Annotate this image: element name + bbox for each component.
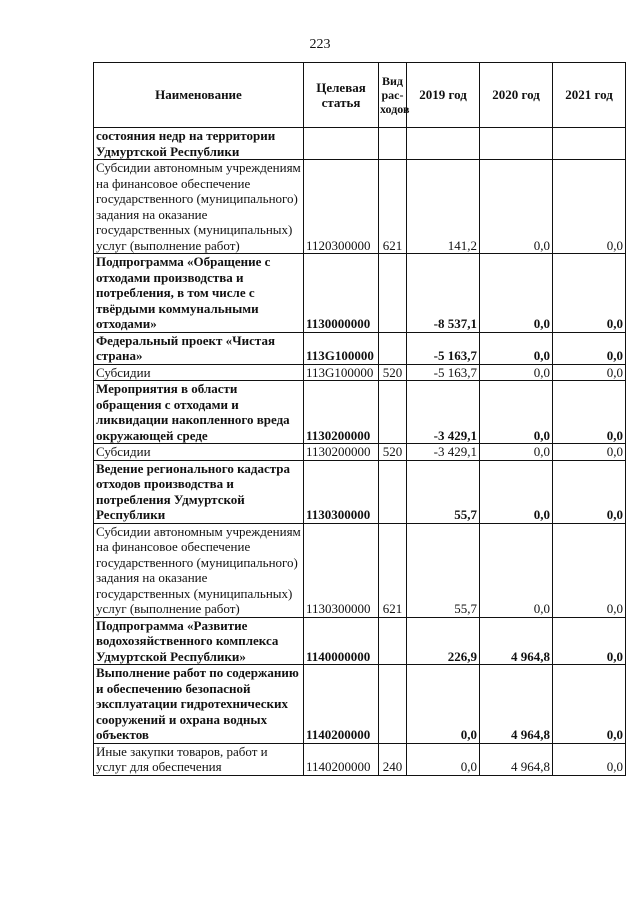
table-row — [94, 364, 626, 381]
cell-2020: 4 964,8 — [480, 617, 553, 665]
header-2021: 2021 год — [553, 63, 626, 128]
cell-2021: 0,0 — [553, 254, 626, 333]
cell-2020: 0,0 — [480, 254, 553, 333]
table-row — [94, 523, 626, 617]
cell-kind — [379, 128, 407, 160]
cell-name: состояния недр на территории Удмуртской Республики — [94, 128, 304, 160]
cell-name: Субсидии автономным учреждениям на финансовое обеспечение государственного (муниципального) задания на оказание государственных (муниципальных) услуг (выполнение работ) — [94, 523, 304, 617]
cell-code: 1130200000 — [304, 444, 379, 461]
cell-2021: 0,0 — [553, 332, 626, 364]
cell-name: Выполнение работ по содержанию и обеспечению безопасной эксплуатации гидротехнических сооружений и охрана водных объектов — [94, 665, 304, 744]
cell-2020: 0,0 — [480, 381, 553, 444]
table-row — [94, 743, 626, 775]
cell-name: Мероприятия в области обращения с отходами и ликвидации накопленного вреда окружающей среде — [94, 381, 304, 444]
cell-kind — [379, 254, 407, 333]
cell-name: Субсидии автономным учреждениям на финансовое обеспечение государственного (муниципального) задания на оказание государственных (муниципальных) услуг (выполнение работ) — [94, 160, 304, 254]
cell-code: 113G100000 — [304, 332, 379, 364]
cell-2021: 0,0 — [553, 444, 626, 461]
cell-2020: 0,0 — [480, 364, 553, 381]
cell-2020: 0,0 — [480, 332, 553, 364]
cell-2020: 0,0 — [480, 523, 553, 617]
cell-2019: 226,9 — [407, 617, 480, 665]
cell-2021: 0,0 — [553, 364, 626, 381]
cell-2019: 141,2 — [407, 160, 480, 254]
budget-table — [93, 62, 626, 776]
cell-2019: -5 163,7 — [407, 332, 480, 364]
cell-2019: 0,0 — [407, 743, 480, 775]
cell-code: 1130300000 — [304, 460, 379, 523]
cell-code: 1140000000 — [304, 617, 379, 665]
table-row — [94, 665, 626, 744]
cell-kind — [379, 460, 407, 523]
table-row — [94, 254, 626, 333]
cell-2019: -3 429,1 — [407, 381, 480, 444]
cell-kind — [379, 381, 407, 444]
cell-code: 113G100000 — [304, 364, 379, 381]
cell-kind: 621 — [379, 160, 407, 254]
cell-2021: 0,0 — [553, 665, 626, 744]
cell-name: Иные закупки товаров, работ и услуг для обеспечения — [94, 743, 304, 775]
table-row — [94, 444, 626, 461]
cell-kind: 240 — [379, 743, 407, 775]
cell-name: Субсидии — [94, 364, 304, 381]
cell-2019: 0,0 — [407, 665, 480, 744]
cell-2021: 0,0 — [553, 617, 626, 665]
cell-kind — [379, 617, 407, 665]
table-row — [94, 617, 626, 665]
cell-code: 1130000000 — [304, 254, 379, 333]
table-header-row — [94, 63, 626, 128]
table-row — [94, 332, 626, 364]
cell-code: 1120300000 — [304, 160, 379, 254]
header-2020: 2020 год — [480, 63, 553, 128]
cell-2021: 0,0 — [553, 743, 626, 775]
cell-name: Подпрограмма «Развитие водохозяйственного комплекса Удмуртской Республики» — [94, 617, 304, 665]
cell-kind: 621 — [379, 523, 407, 617]
cell-name: Субсидии — [94, 444, 304, 461]
header-name: Наименование — [94, 63, 304, 128]
cell-2020 — [480, 128, 553, 160]
cell-code: 1130300000 — [304, 523, 379, 617]
cell-2019: -5 163,7 — [407, 364, 480, 381]
cell-code — [304, 128, 379, 160]
cell-2020: 0,0 — [480, 444, 553, 461]
cell-code: 1130200000 — [304, 381, 379, 444]
cell-2021: 0,0 — [553, 381, 626, 444]
table-row — [94, 160, 626, 254]
cell-kind: 520 — [379, 364, 407, 381]
header-code: Целевая статья — [304, 63, 379, 128]
table-row — [94, 128, 626, 160]
cell-2021: 0,0 — [553, 460, 626, 523]
cell-2019 — [407, 128, 480, 160]
cell-2019: 55,7 — [407, 523, 480, 617]
header-kind: Вид рас-ходов — [379, 63, 407, 128]
cell-2019: -8 537,1 — [407, 254, 480, 333]
cell-code: 1140200000 — [304, 743, 379, 775]
cell-kind — [379, 332, 407, 364]
cell-2020: 4 964,8 — [480, 743, 553, 775]
cell-name: Подпрограмма «Обращение с отходами производства и потребления, в том числе с твёрдыми коммунальными отходами» — [94, 254, 304, 333]
cell-2020: 0,0 — [480, 160, 553, 254]
cell-name: Федеральный проект «Чистая страна» — [94, 332, 304, 364]
cell-2020: 4 964,8 — [480, 665, 553, 744]
cell-kind — [379, 665, 407, 744]
cell-2019: 55,7 — [407, 460, 480, 523]
cell-2019: -3 429,1 — [407, 444, 480, 461]
cell-name: Ведение регионального кадастра отходов производства и потребления Удмуртской Республики — [94, 460, 304, 523]
page-number: 223 — [309, 37, 331, 52]
cell-2021: 0,0 — [553, 160, 626, 254]
table-row — [94, 460, 626, 523]
cell-2021: 0,0 — [553, 523, 626, 617]
cell-kind: 520 — [379, 444, 407, 461]
cell-2021 — [553, 128, 626, 160]
cell-2020: 0,0 — [480, 460, 553, 523]
table-row — [94, 381, 626, 444]
cell-code: 1140200000 — [304, 665, 379, 744]
header-2019: 2019 год — [407, 63, 480, 128]
